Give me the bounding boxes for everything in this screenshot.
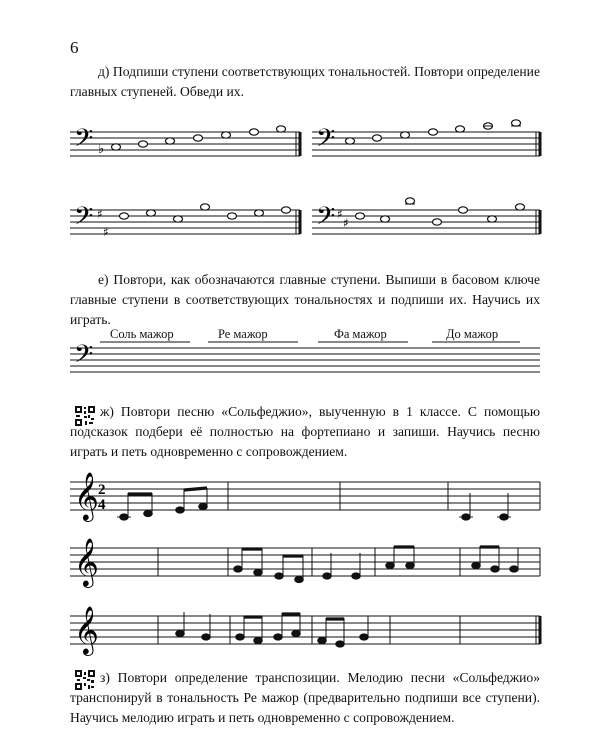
sharp-sign: ♯ <box>97 207 103 221</box>
melody-staff-2 <box>0 538 600 598</box>
section-e-text: е) Повтори, как обозначаются главные ступени. Выпиши в басовом ключе главные ступени в соответствующих тональностях и подпиши их. Научись их играть. <box>70 272 540 327</box>
melody-staff-3 <box>0 606 600 666</box>
scale-staff-c-major <box>312 120 540 159</box>
bass-clef-icon: 𝄢 <box>316 124 336 159</box>
scale-staff-g-major <box>70 202 300 239</box>
section-zh-text: ж) Повтори песню «Сольфеджио», выученную в 1 классе. С помощью подсказок подбери её полностью на фортепиано и запиши. Научись песню играть и петь одновременно с сопровождением. <box>70 404 540 459</box>
key-label-d-major: Ре мажор <box>218 327 268 341</box>
key-label-f-major: Фа мажор <box>334 327 387 341</box>
page-number: 6 <box>70 38 79 57</box>
scale-staff-f-major <box>70 124 300 159</box>
treble-clef-icon: 𝄞 <box>74 471 99 520</box>
key-label-g-major: Соль мажор <box>110 327 174 341</box>
bass-clef-icon: 𝄢 <box>74 202 94 237</box>
sharp-sign: ♯ <box>103 225 109 239</box>
bass-clef-icon: 𝄢 <box>74 124 94 159</box>
sharp-sign: ♯ <box>343 216 349 230</box>
time-signature-top: 2 <box>98 482 106 498</box>
scale-staff-row-2 <box>0 196 600 256</box>
scale-staff-d-major <box>312 198 540 237</box>
treble-clef-icon: 𝄞 <box>74 537 99 586</box>
bass-clef-icon: 𝄢 <box>74 340 94 375</box>
key-label-c-major: До мажор <box>446 327 499 341</box>
bass-clef-icon: 𝄢 <box>316 202 336 237</box>
section-d-text: д) Подпиши ступени соответствующих тональностей. Повтори определение главных ступеней. Обведи их. <box>70 64 540 99</box>
treble-clef-icon: 𝄞 <box>74 605 99 654</box>
time-signature-bottom: 4 <box>98 497 106 513</box>
melody-staff-1 <box>0 472 600 542</box>
blank-bass-staff <box>0 342 600 392</box>
flat-sign: ♭ <box>98 142 105 157</box>
scale-staff-row-1 <box>0 118 600 178</box>
sharp-sign: ♯ <box>337 207 343 221</box>
section-z-text: з) Повтори определение транспозиции. Мелодию песни «Сольфеджио» транспонируй в тональность Ре мажор (предварительно подпиши все ступени). Научись мелодию играть и петь одновременно с сопровождением. <box>70 670 540 725</box>
